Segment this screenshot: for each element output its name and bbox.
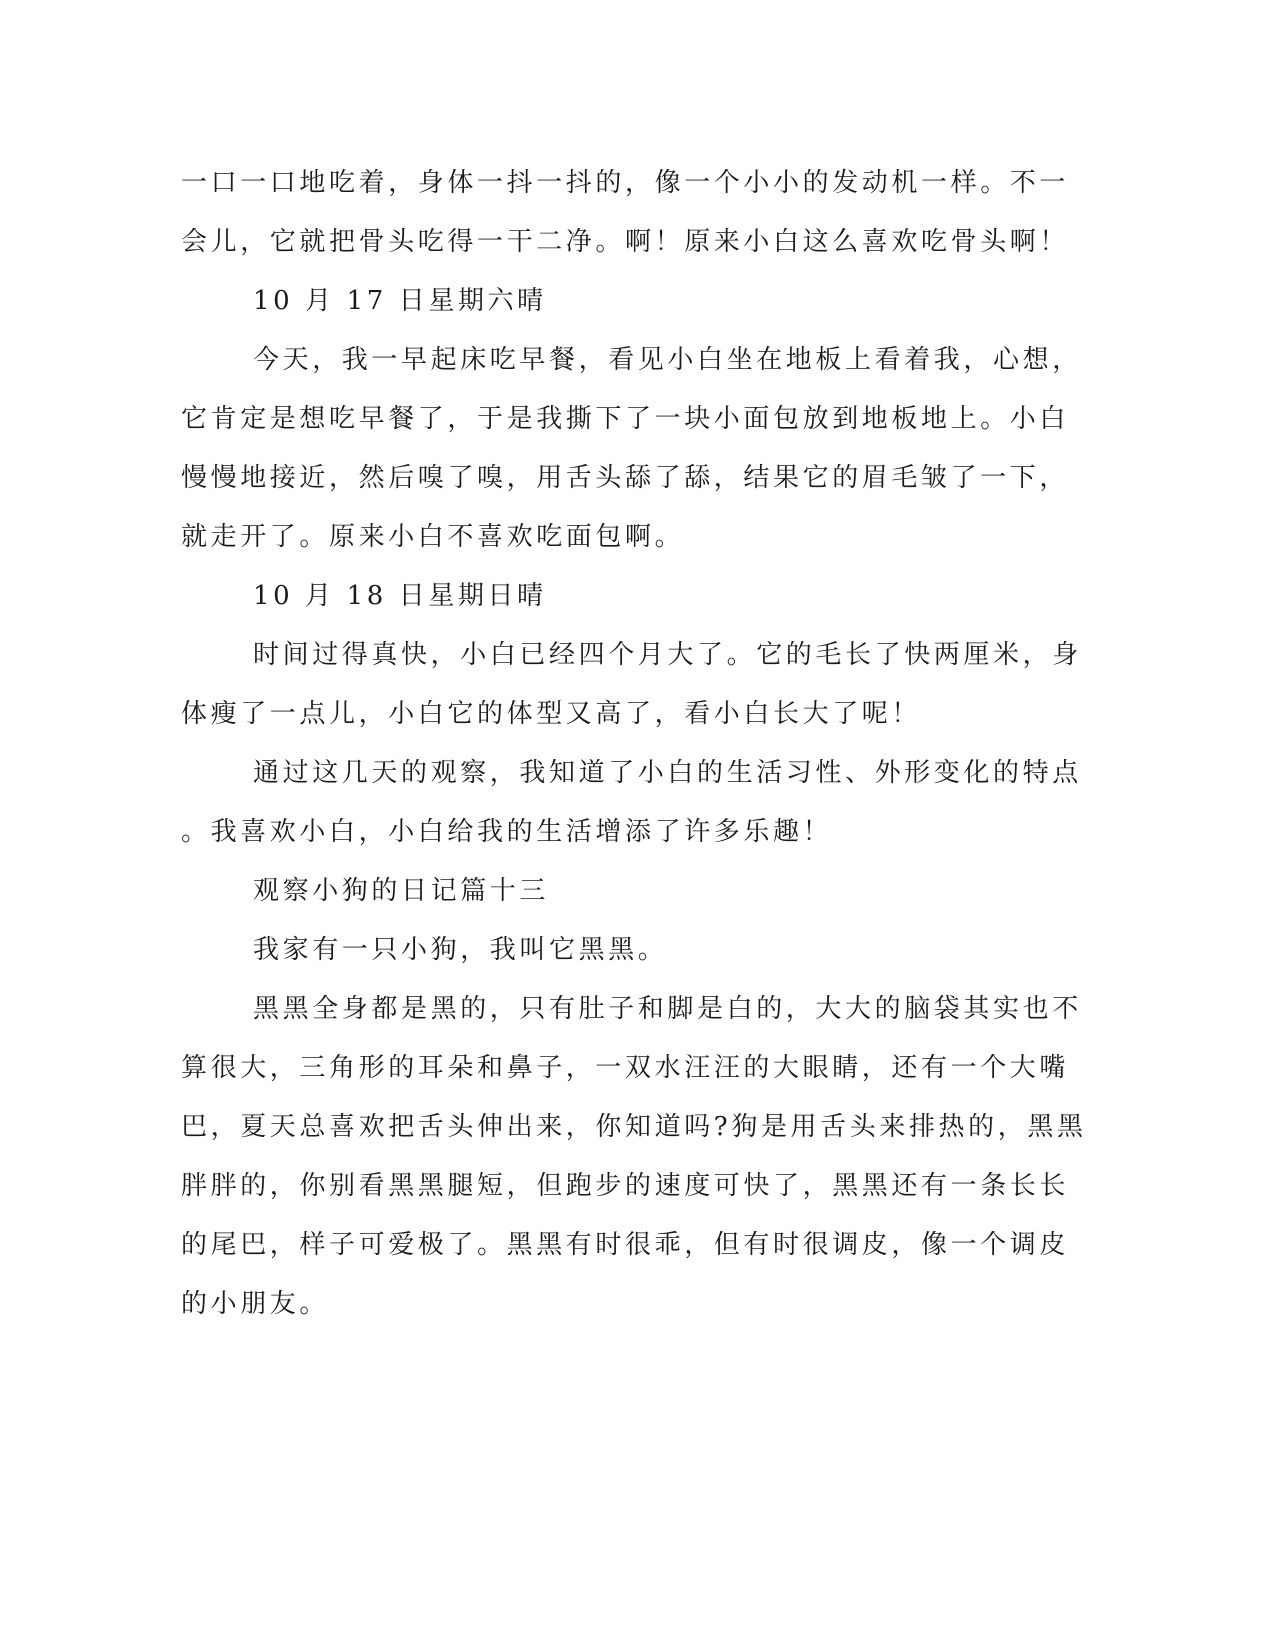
section-heading: 观察小狗的日记篇十三 — [253, 876, 550, 906]
text-line: 黑黑全身都是黑的，只有肚子和脚是白的，大大的脑袋其实也不 — [253, 994, 1082, 1024]
text-line: 时间过得真快，小白已经四个月大了。它的毛长了快两厘米，身 — [253, 640, 1082, 670]
text-line: 慢慢地接近，然后嗅了嗅，用舌头舔了舔，结果它的眉毛皱了一下， — [181, 463, 1070, 493]
text-line: 的小朋友。 — [181, 1289, 330, 1319]
text-line: 我家有一只小狗，我叫它黑黑。 — [253, 935, 668, 965]
diary-date-heading: 10 月 18 日星期日晴 — [253, 581, 547, 611]
diary-date-heading: 10 月 17 日星期六晴 — [253, 286, 547, 316]
text-line: 今天，我一早起床吃早餐，看见小白坐在地板上看着我，心想， — [253, 345, 1082, 375]
text-line: 算很大，三角形的耳朵和鼻子，一双水汪汪的大眼睛，还有一个大嘴 — [181, 1053, 1070, 1083]
text-line: 的尾巴，样子可爱极了。黑黑有时很乖，但有时很调皮，像一个调皮 — [181, 1230, 1070, 1260]
text-line: 。我喜欢小白，小白给我的生活增添了许多乐趣！ — [181, 817, 833, 847]
text-line: 就走开了。原来小白不喜欢吃面包啊。 — [181, 522, 685, 552]
document-body — [181, 154, 1087, 1334]
text-line: 巴，夏天总喜欢把舌头伸出来，你知道吗?狗是用舌头来排热的，黑黑 — [181, 1112, 1087, 1142]
text-line: 通过这几天的观察，我知道了小白的生活习性、外形变化的特点 — [253, 758, 1082, 788]
text-line: 会儿，它就把骨头吃得一干二净。啊！原来小白这么喜欢吃骨头啊！ — [181, 227, 1070, 257]
text-line: 胖胖的，你别看黑黑腿短，但跑步的速度可快了，黑黑还有一条长长 — [181, 1171, 1070, 1201]
text-line: 体瘦了一点儿，小白它的体型又高了，看小白长大了呢！ — [181, 699, 922, 729]
text-line: 它肯定是想吃早餐了，于是我撕下了一块小面包放到地板地上。小白 — [181, 404, 1070, 434]
text-line: 一口一口地吃着，身体一抖一抖的，像一个小小的发动机一样。不一 — [181, 168, 1070, 198]
